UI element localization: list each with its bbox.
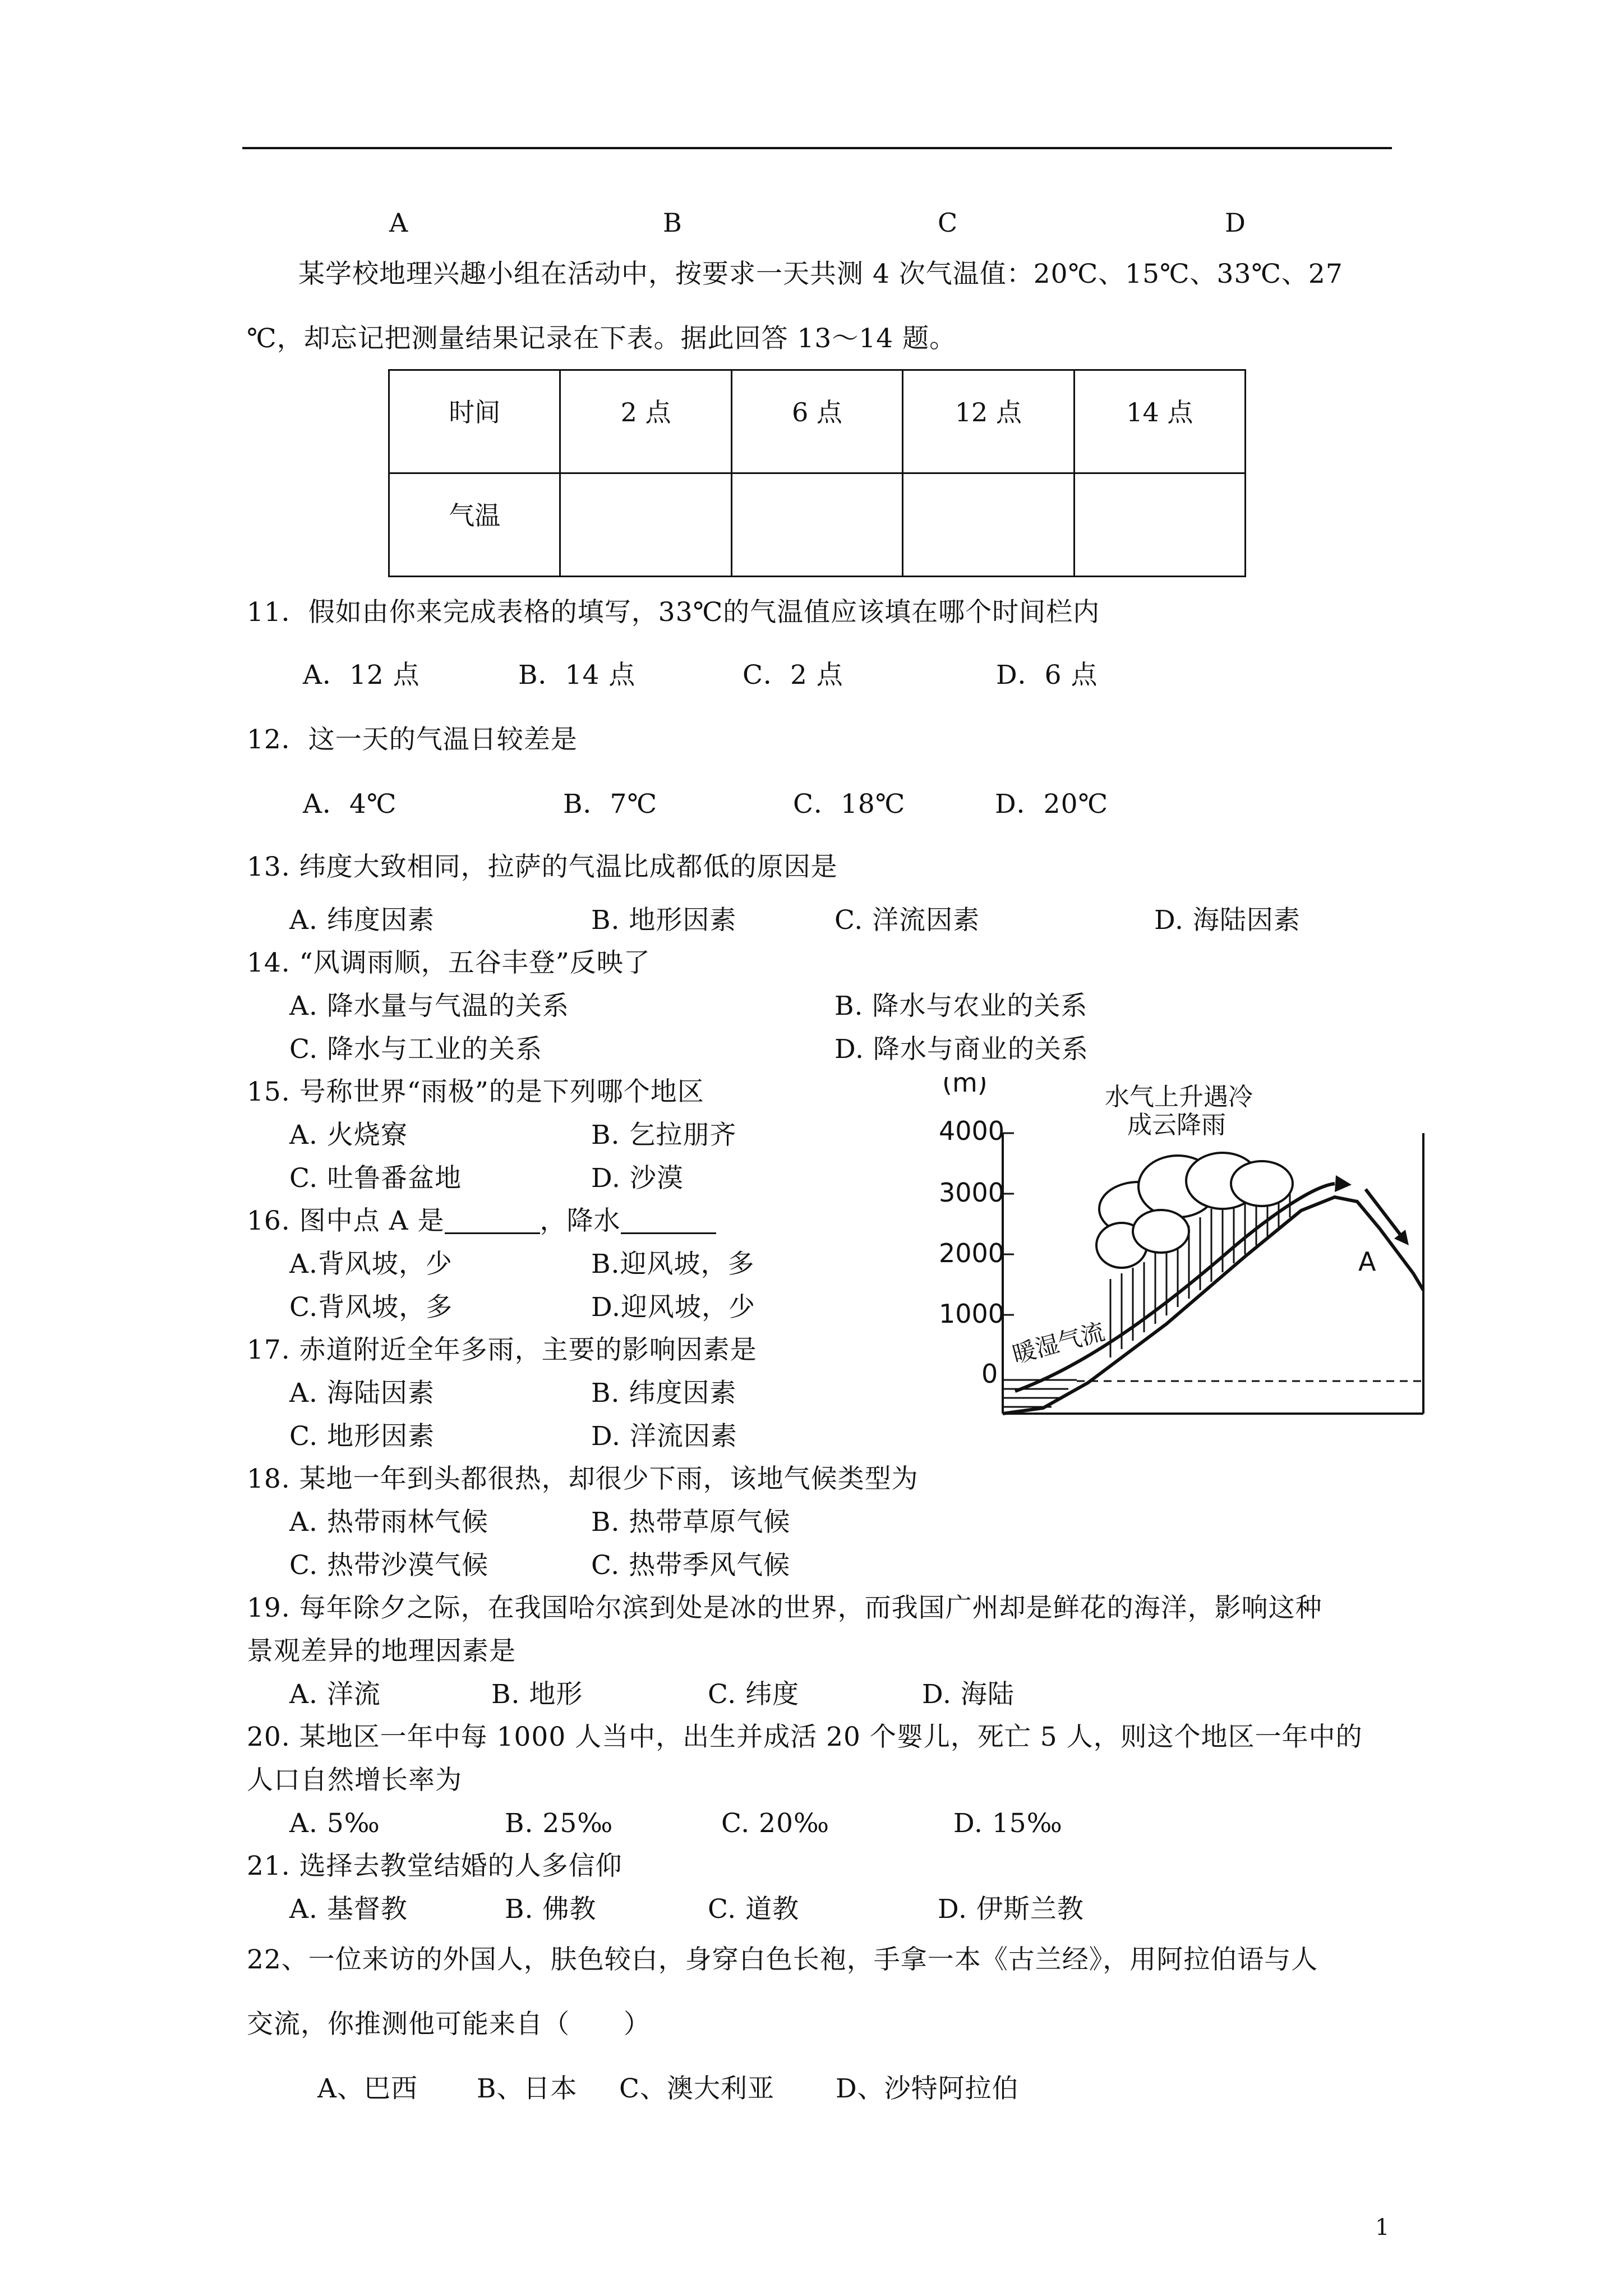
q11-option-d[interactable]: D．6 点 [996, 660, 1098, 691]
point-a-label: A [1358, 1246, 1376, 1277]
q16-option-d[interactable]: D.迎风坡，少 [591, 1292, 755, 1323]
q22-stem-line-1: 22、一位来访的外国人，肤色较白，身穿白色长袍，手拿一本《古兰经》，用阿拉伯语与人 [247, 1944, 1318, 1975]
airflow-label: 暖湿气流 [1009, 1317, 1108, 1369]
q18-option-d[interactable]: C. 热带季风气候 [591, 1550, 791, 1581]
q16-option-c[interactable]: C.背风坡，多 [289, 1292, 453, 1323]
q14-option-c[interactable]: C. 降水与工业的关系 [289, 1034, 543, 1065]
q13-option-a[interactable]: A. 纬度因素 [289, 905, 435, 936]
q18-stem: 18. 某地一年到头都很热，却很少下雨，该地气候类型为 [247, 1464, 919, 1494]
q13-option-b[interactable]: B. 地形因素 [591, 905, 737, 936]
table-header-12: 12 点 [903, 370, 1074, 473]
q17-option-a[interactable]: A. 海陆因素 [289, 1378, 435, 1409]
temperature-table [388, 369, 1246, 577]
y-unit-label: (m) [942, 1077, 988, 1098]
q20-option-b[interactable]: B. 25‰ [505, 1808, 614, 1839]
q22-option-a[interactable]: A、巴西 [317, 2073, 418, 2104]
table-header-6: 6 点 [731, 370, 902, 473]
q16-option-b[interactable]: B.迎风坡，多 [591, 1249, 755, 1280]
q18-option-c[interactable]: C. 热带沙漠气候 [289, 1550, 489, 1581]
q22-option-c[interactable]: C、澳大利亚 [619, 2073, 774, 2104]
q19-option-d[interactable]: D. 海陆 [922, 1679, 1015, 1710]
y-tick-4000: 4000 [939, 1116, 1005, 1146]
q14-stem: 14. “风调雨顺，五谷丰登”反映了 [247, 947, 651, 978]
orographic-rain-figure [931, 1077, 1436, 1436]
q21-option-b[interactable]: B. 佛教 [505, 1894, 597, 1925]
q11-option-b[interactable]: B．14 点 [518, 660, 636, 691]
y-tick-0: 0 [981, 1359, 998, 1389]
table-header-2: 2 点 [560, 370, 731, 473]
option-a-label: A [389, 208, 408, 238]
q20-option-c[interactable]: C. 20‰ [721, 1808, 830, 1839]
table-cell [1074, 473, 1245, 577]
q11-option-c[interactable]: C．2 点 [743, 660, 843, 691]
q16-blank-1[interactable] [445, 1210, 540, 1234]
q13-option-c[interactable]: C. 洋流因素 [834, 905, 980, 936]
airflow-arrowhead [1335, 1175, 1352, 1192]
option-b-label: B [663, 208, 682, 238]
q20-option-d[interactable]: D. 15‰ [953, 1808, 1063, 1839]
q22-option-d[interactable]: D、沙特阿拉伯 [836, 2073, 1019, 2104]
y-tick-2000: 2000 [939, 1238, 1005, 1268]
q17-stem: 17. 赤道附近全年多雨，主要的影响因素是 [247, 1335, 757, 1365]
caption-line-2: 成云降雨 [1127, 1111, 1226, 1139]
header-rule [242, 147, 1392, 149]
option-c-label: C [938, 208, 958, 238]
q12-option-a[interactable]: A．4℃ [303, 789, 397, 820]
table-header-time: 时间 [389, 370, 560, 473]
mountain-diagram [931, 1077, 1436, 1436]
q21-option-d[interactable]: D. 伊斯兰教 [938, 1894, 1084, 1925]
q15-option-d[interactable]: D. 沙漠 [591, 1163, 684, 1194]
q12-option-d[interactable]: D．20℃ [995, 789, 1109, 820]
q21-stem: 21. 选择去教堂结婚的人多信仰 [247, 1851, 623, 1881]
q20-option-a[interactable]: A. 5‰ [289, 1808, 380, 1839]
q17-option-c[interactable]: C. 地形因素 [289, 1421, 435, 1452]
caption-line-1: 水气上升遇冷 [1105, 1083, 1253, 1111]
q15-option-b[interactable]: B. 乞拉朋齐 [591, 1120, 737, 1151]
q22-stem-line-2: 交流，你推测他可能来自（ ） [247, 2009, 651, 2040]
table-cell [903, 473, 1074, 577]
q16-option-a[interactable]: A.背风坡，少 [289, 1249, 453, 1280]
q12-option-b[interactable]: B．7℃ [563, 789, 658, 820]
q12-stem: 12．这一天的气温日较差是 [247, 724, 578, 755]
q19-stem-line-2: 景观差异的地理因素是 [247, 1636, 516, 1667]
q15-option-a[interactable]: A. 火烧寮 [289, 1120, 408, 1151]
q16-stem-part1: 16. 图中点 A 是 [247, 1205, 445, 1236]
table-header-14: 14 点 [1074, 370, 1245, 473]
q13-option-d[interactable]: D. 海陆因素 [1154, 905, 1301, 936]
q16-stem-part2: ，降水 [540, 1205, 621, 1236]
q19-option-b[interactable]: B. 地形 [491, 1679, 583, 1710]
q11-stem: 11．假如由你来完成表格的填写，33℃的气温值应该填在哪个时间栏内 [247, 597, 1100, 628]
q15-option-c[interactable]: C. 吐鲁番盆地 [289, 1163, 462, 1194]
q12-option-c[interactable]: C．18℃ [793, 789, 906, 820]
q14-option-b[interactable]: B. 降水与农业的关系 [834, 991, 1088, 1022]
table-cell [731, 473, 902, 577]
q16-stem [247, 1205, 716, 1236]
q15-stem: 15. 号称世界“雨极”的是下列哪个地区 [247, 1076, 704, 1107]
q19-stem-line-1: 19. 每年除夕之际，在我国哈尔滨到处是冰的世界，而我国广州却是鲜花的海洋，影响这种 [247, 1593, 1322, 1623]
option-d-label: D [1225, 208, 1246, 238]
q13-stem: 13. 纬度大致相同，拉萨的气温比成都低的原因是 [247, 852, 838, 882]
q14-option-a[interactable]: A. 降水量与气温的关系 [289, 991, 569, 1022]
q17-option-d[interactable]: D. 洋流因素 [591, 1421, 737, 1452]
q22-option-b[interactable]: B、日本 [477, 2073, 578, 2104]
intro-line-2: ℃，却忘记把测量结果记录在下表。据此回答 13～14 题。 [247, 323, 957, 354]
q18-option-a[interactable]: A. 热带雨林气候 [289, 1507, 488, 1538]
q18-option-b[interactable]: B. 热带草原气候 [591, 1507, 791, 1538]
q17-option-b[interactable]: B. 纬度因素 [591, 1378, 737, 1409]
q20-stem-line-1: 20. 某地区一年中每 1000 人当中，出生并成活 20 个婴儿，死亡 5 人，则这个地区一年中的 [247, 1722, 1363, 1752]
q11-option-a[interactable]: A．12 点 [303, 660, 420, 691]
cloud [1096, 1153, 1293, 1268]
q19-option-a[interactable]: A. 洋流 [289, 1679, 381, 1710]
q19-option-c[interactable]: C. 纬度 [708, 1679, 800, 1710]
intro-line-1: 某学校地理兴趣小组在活动中，按要求一天共测 4 次气温值：20℃、15℃、33℃、27 [298, 259, 1343, 289]
page-number: 1 [1375, 2215, 1390, 2240]
q16-blank-2[interactable] [621, 1210, 716, 1234]
q20-stem-line-2: 人口自然增长率为 [247, 1765, 462, 1796]
table-cell [560, 473, 731, 577]
table-row-label: 气温 [389, 473, 560, 577]
y-tick-3000: 3000 [939, 1177, 1005, 1208]
q21-option-c[interactable]: C. 道教 [708, 1894, 800, 1925]
y-tick-1000: 1000 [939, 1299, 1005, 1329]
descending-arrow [1366, 1189, 1402, 1237]
q21-option-a[interactable]: A. 基督教 [289, 1894, 408, 1925]
q14-option-d[interactable]: D. 降水与商业的关系 [834, 1034, 1089, 1065]
